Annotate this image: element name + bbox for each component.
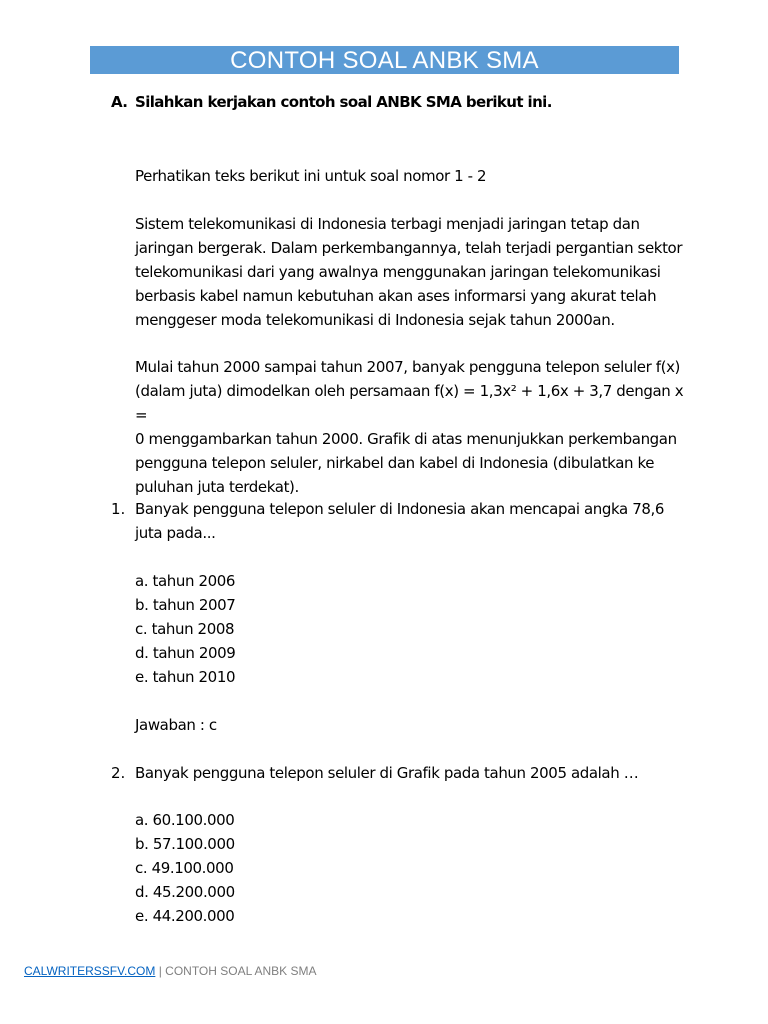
page-title: CONTOH SOAL ANBK SMA — [230, 47, 539, 74]
answer-option: e. tahun 2010 — [135, 668, 236, 686]
section-heading — [111, 93, 552, 111]
footer-separator: | — [155, 964, 166, 978]
passage-line: telekomunikasi dari yang awalnya menggunakan jaringan telekomunikasi — [135, 263, 661, 281]
question-1-number: 1. — [111, 500, 126, 518]
question-1-answer — [135, 713, 695, 737]
passage-line: menggeser moda telekomunikasi di Indonesia sejak tahun 2000an. — [135, 311, 615, 329]
section-title: Silahkan kerjakan contoh soal ANBK SMA berikut ini. — [135, 93, 552, 111]
passage-line: pengguna telepon seluler, nirkabel dan kabel di Indonesia (dibulatkan ke — [135, 454, 655, 472]
question-2-text — [135, 761, 695, 785]
question-line: Banyak pengguna telepon seluler di Indonesia akan mencapai angka 78,6 — [135, 500, 664, 518]
answer-option: c. tahun 2008 — [135, 620, 235, 638]
passage-line: berbasis kabel namun kebutuhan akan ases informarsi yang akurat telah — [135, 287, 657, 305]
answer-key: Jawaban : c — [135, 716, 217, 734]
answer-option: d. 45.200.000 — [135, 883, 235, 901]
answer-option: d. tahun 2009 — [135, 644, 236, 662]
answer-option: e. 44.200.000 — [135, 907, 235, 925]
section-letter: A. — [111, 93, 128, 111]
answer-option: a. 60.100.000 — [135, 811, 235, 829]
answer-option: b. 57.100.000 — [135, 835, 235, 853]
intro-text — [135, 164, 695, 188]
page-title-banner — [90, 46, 679, 74]
question-1-text — [135, 497, 695, 545]
question-2-number: 2. — [111, 764, 126, 782]
passage-line: puluhan juta terdekat). — [135, 478, 299, 496]
passage-2 — [135, 355, 695, 499]
answer-option: b. tahun 2007 — [135, 596, 236, 614]
question-2-options — [135, 808, 695, 928]
question-1-options — [135, 569, 695, 689]
footer-text: CONTOH SOAL ANBK SMA — [165, 964, 317, 978]
passage-line: Sistem telekomunikasi di Indonesia terbagi menjadi jaringan tetap dan — [135, 215, 640, 233]
passage-line: 0 menggambarkan tahun 2000. Grafik di atas menunjukkan perkembangan — [135, 430, 677, 448]
passage-line: jaringan bergerak. Dalam perkembangannya, telah terjadi pergantian sektor — [135, 239, 683, 257]
passage-1 — [135, 212, 695, 332]
answer-option: c. 49.100.000 — [135, 859, 234, 877]
passage-line: Mulai tahun 2000 sampai tahun 2007, banyak pengguna telepon seluler f(x) — [135, 358, 680, 376]
question-line: juta pada... — [135, 524, 216, 542]
page-footer — [24, 964, 317, 978]
intro-line: Perhatikan teks berikut ini untuk soal nomor 1 - 2 — [135, 167, 487, 185]
passage-line: (dalam juta) dimodelkan oleh persamaan f(x) = 1,3x² + 1,6x + 3,7 dengan x = — [135, 382, 684, 424]
answer-option: a. tahun 2006 — [135, 572, 236, 590]
footer-link[interactable]: CALWRITERSSFV.COM — [24, 964, 156, 978]
question-line: Banyak pengguna telepon seluler di Grafik pada tahun 2005 adalah … — [135, 764, 639, 782]
